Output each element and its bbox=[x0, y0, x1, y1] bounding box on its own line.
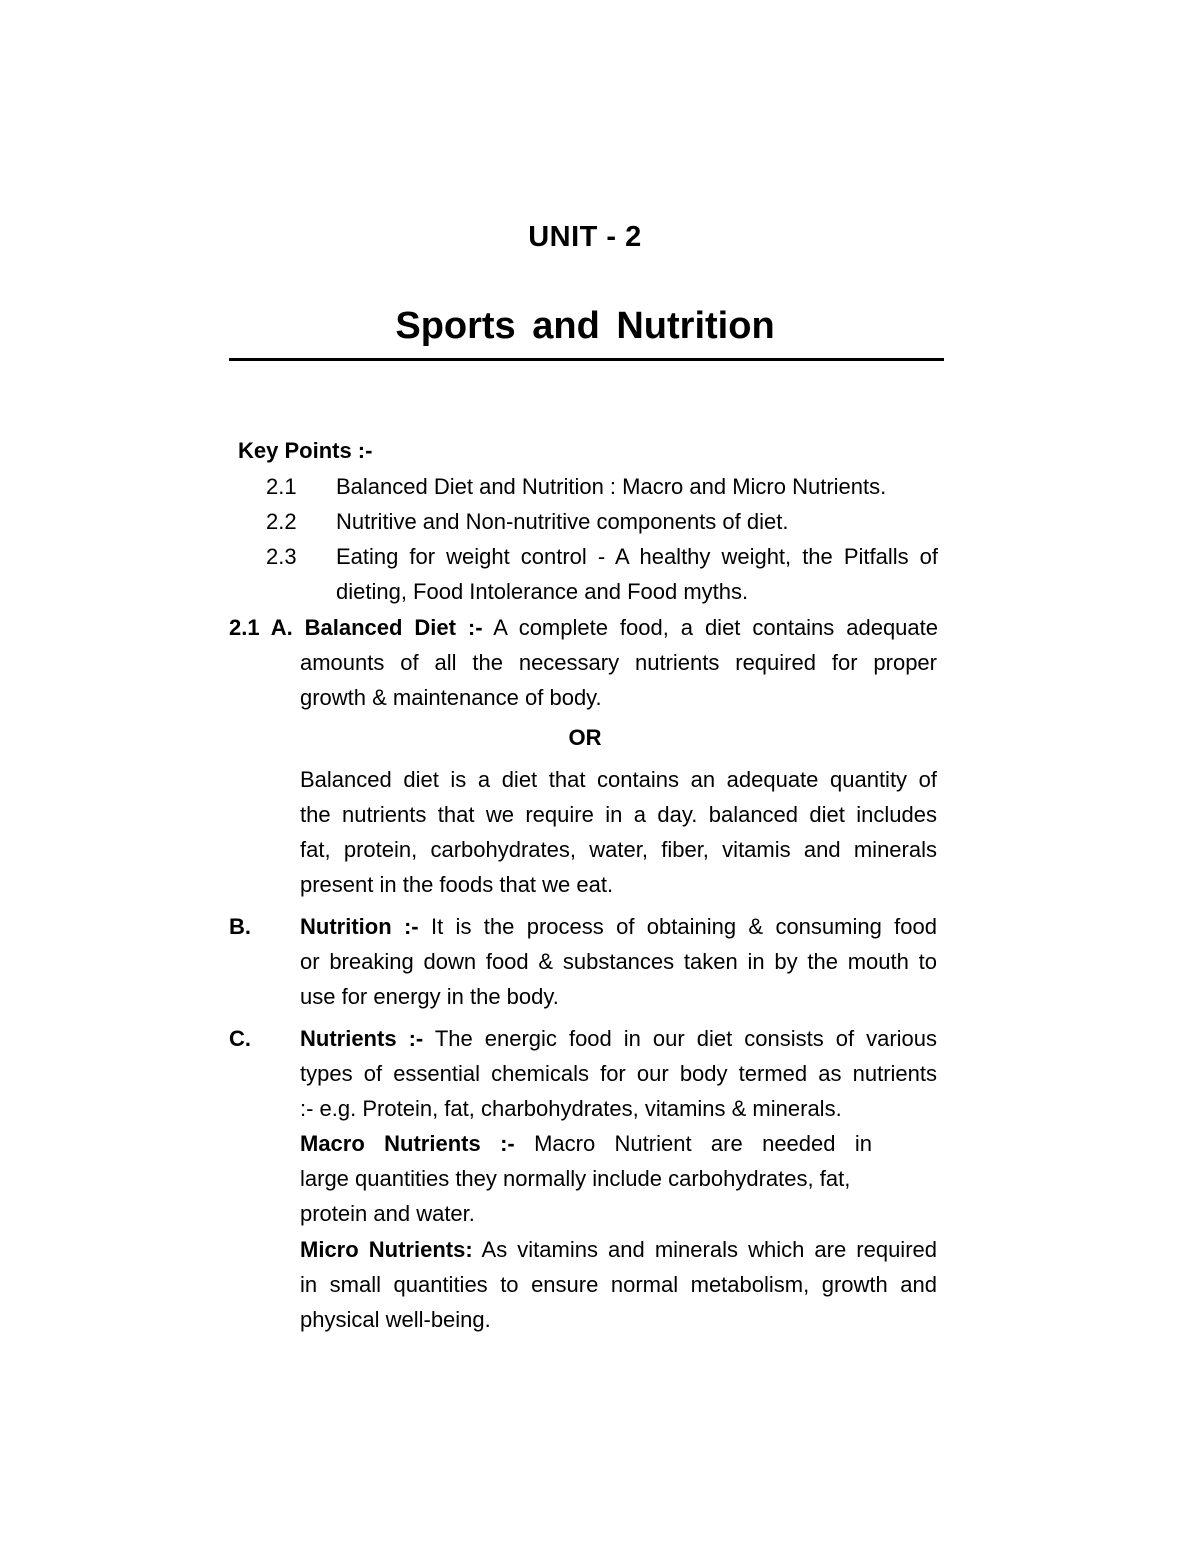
section-b-label: Nutrition :- bbox=[300, 914, 419, 939]
key-point-number: 2.2 bbox=[266, 509, 297, 534]
section-a-line: growth & maintenance of body. bbox=[300, 685, 602, 710]
section-a-line: amounts of all the necessary nutrients required for proper bbox=[300, 650, 937, 675]
section-a-alt-line: the nutrients that we require in a day. balanced diet includes bbox=[300, 802, 937, 827]
section-c-text: The energic food in our diet consists of various bbox=[423, 1026, 938, 1051]
section-a-alt-line: Balanced diet is a diet that contains an adequate quantity of bbox=[300, 767, 937, 792]
key-points-heading: Key Points :- bbox=[238, 438, 373, 463]
section-b-first-line bbox=[300, 912, 937, 942]
page-title: Sports and Nutrition bbox=[395, 305, 775, 347]
micro-label: Micro Nutrients: bbox=[300, 1237, 473, 1262]
section-c-line: :- e.g. Protein, fat, charbohydrates, vitamins & minerals. bbox=[300, 1096, 842, 1121]
section-a-first-line bbox=[229, 613, 938, 643]
or-separator: OR bbox=[568, 725, 602, 750]
section-a-text: A complete food, a diet contains adequate bbox=[482, 615, 938, 640]
section-a-label: 2.1 A. Balanced Diet :- bbox=[229, 615, 483, 640]
key-point-number: 2.1 bbox=[266, 474, 297, 499]
micro-line: physical well-being. bbox=[300, 1307, 491, 1332]
unit-heading: UNIT - 2 bbox=[528, 221, 642, 253]
key-point-text: Balanced Diet and Nutrition : Macro and Micro Nutrients. bbox=[336, 474, 887, 499]
key-point-text: Eating for weight control - A healthy weight, the Pitfalls of bbox=[336, 544, 938, 569]
section-b-letter: B. bbox=[229, 914, 251, 939]
micro-line: in small quantities to ensure normal metabolism, growth and bbox=[300, 1272, 937, 1297]
macro-first-line bbox=[300, 1129, 872, 1159]
section-c-label: Nutrients :- bbox=[300, 1026, 424, 1051]
micro-first-line bbox=[300, 1235, 937, 1265]
key-point-number: 2.3 bbox=[266, 544, 297, 569]
key-point-text: Nutritive and Non-nutritive components of diet. bbox=[336, 509, 789, 534]
section-b-text: It is the process of obtaining & consuming food bbox=[418, 914, 937, 939]
title-underline bbox=[229, 358, 944, 361]
section-b-line: or breaking down food & substances taken in by the mouth to bbox=[300, 949, 937, 974]
key-point-text: dieting, Food Intolerance and Food myths. bbox=[336, 579, 749, 604]
section-c-first-line bbox=[300, 1024, 937, 1054]
micro-text: As vitamins and minerals which are required bbox=[472, 1237, 937, 1262]
section-c-line: types of essential chemicals for our body termed as nutrients bbox=[300, 1061, 937, 1086]
macro-line: protein and water. bbox=[300, 1201, 475, 1226]
section-b-line: use for energy in the body. bbox=[300, 984, 559, 1009]
macro-line: large quantities they normally include carbohydrates, fat, bbox=[300, 1166, 851, 1191]
section-a-alt-line: fat, protein, carbohydrates, water, fiber, vitamis and minerals bbox=[300, 837, 937, 862]
section-c-letter: C. bbox=[229, 1026, 251, 1051]
section-a-alt-line: present in the foods that we eat. bbox=[300, 872, 614, 897]
macro-text: Macro Nutrient are needed in bbox=[514, 1131, 872, 1156]
macro-label: Macro Nutrients :- bbox=[300, 1131, 515, 1156]
